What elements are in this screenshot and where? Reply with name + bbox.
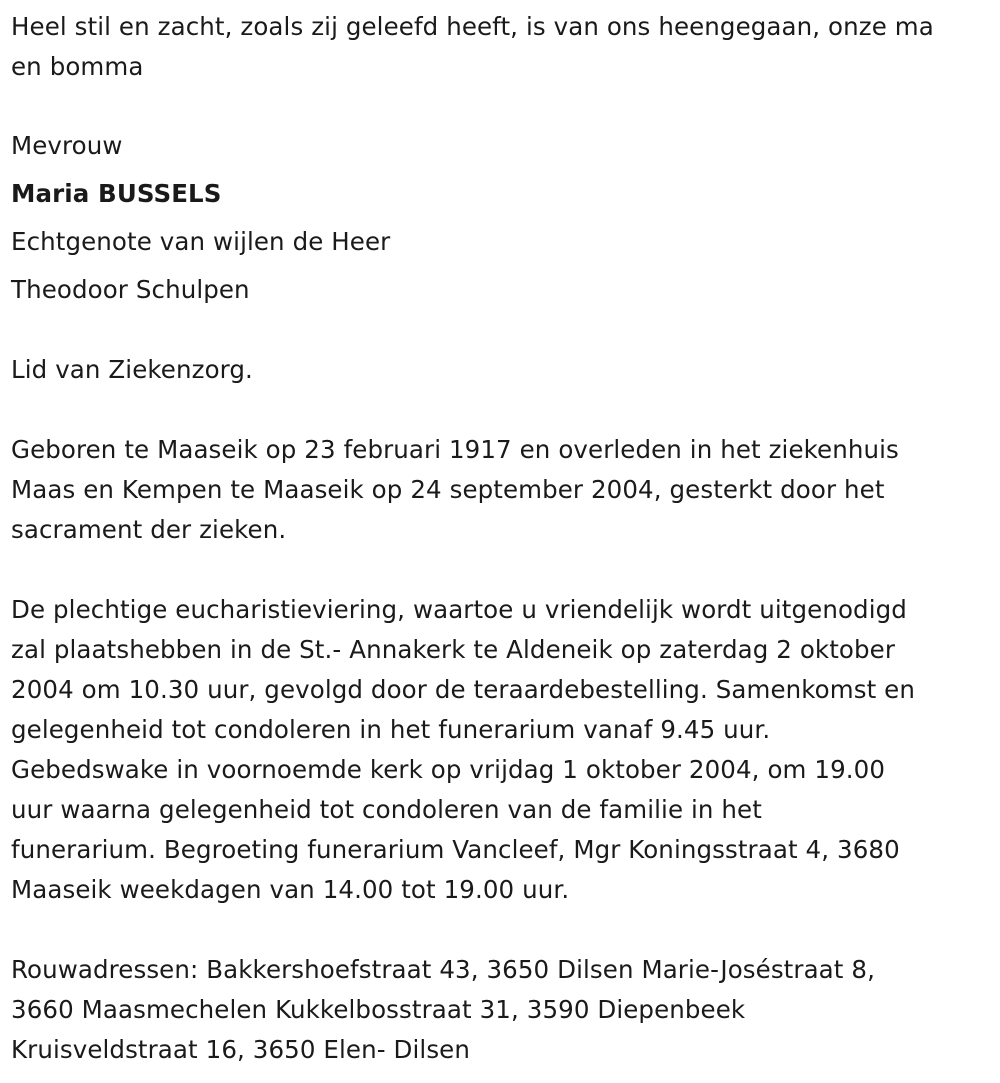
ceremony-line-3: 2004 om 10.30 uur, gevolgd door de teraardebestelling. Samenkomst en xyxy=(11,675,915,704)
ceremony-line-5: Gebedswake in voornoemde kerk op vrijdag 1 oktober 2004, om 19.00 xyxy=(11,755,886,784)
addresses-line-3: Kruisveldstraat 16, 3650 Elen- Dilsen xyxy=(11,1035,470,1064)
addresses-line-1: Rouwadressen: Bakkershoefstraat 43, 3650 Dilsen Marie-Joséstraat 8, xyxy=(11,955,875,984)
relation-line-2: Theodoor Schulpen xyxy=(11,275,250,304)
ceremony-line-7: funerarium. Begroeting funerarium Vancleef, Mgr Koningsstraat 4, 3680 xyxy=(11,835,900,864)
intro-line-2: en bomma xyxy=(11,52,144,81)
ceremony-line-6: uur waarna gelegenheid tot condoleren van de familie in het xyxy=(11,795,762,824)
birth-death-line-1: Geboren te Maaseik op 23 februari 1917 en overleden in het ziekenhuis xyxy=(11,435,899,464)
deceased-name: Maria BUSSELS xyxy=(11,179,222,208)
ceremony-line-4: gelegenheid tot condoleren in het funerarium vanaf 9.45 uur. xyxy=(11,715,771,744)
ceremony-line-1: De plechtige eucharistieviering, waartoe u vriendelijk wordt uitgenodigd xyxy=(11,595,907,624)
ceremony-line-2: zal plaatshebben in de St.- Annakerk te Aldeneik op zaterdag 2 oktober xyxy=(11,635,896,664)
intro-line-1: Heel stil en zacht, zoals zij geleefd heeft, is van ons heengegaan, onze ma xyxy=(11,12,934,41)
ceremony-line-8: Maaseik weekdagen van 14.00 tot 19.00 uur. xyxy=(11,875,570,904)
membership: Lid van Ziekenzorg. xyxy=(11,355,253,384)
birth-death-line-3: sacrament der zieken. xyxy=(11,515,287,544)
birth-death-line-2: Maas en Kempen te Maaseik op 24 september 2004, gesterkt door het xyxy=(11,475,885,504)
relation-line-1: Echtgenote van wijlen de Heer xyxy=(11,227,391,256)
salutation: Mevrouw xyxy=(11,131,123,160)
addresses-line-2: 3660 Maasmechelen Kukkelbosstraat 31, 3590 Diepenbeek xyxy=(11,995,746,1024)
